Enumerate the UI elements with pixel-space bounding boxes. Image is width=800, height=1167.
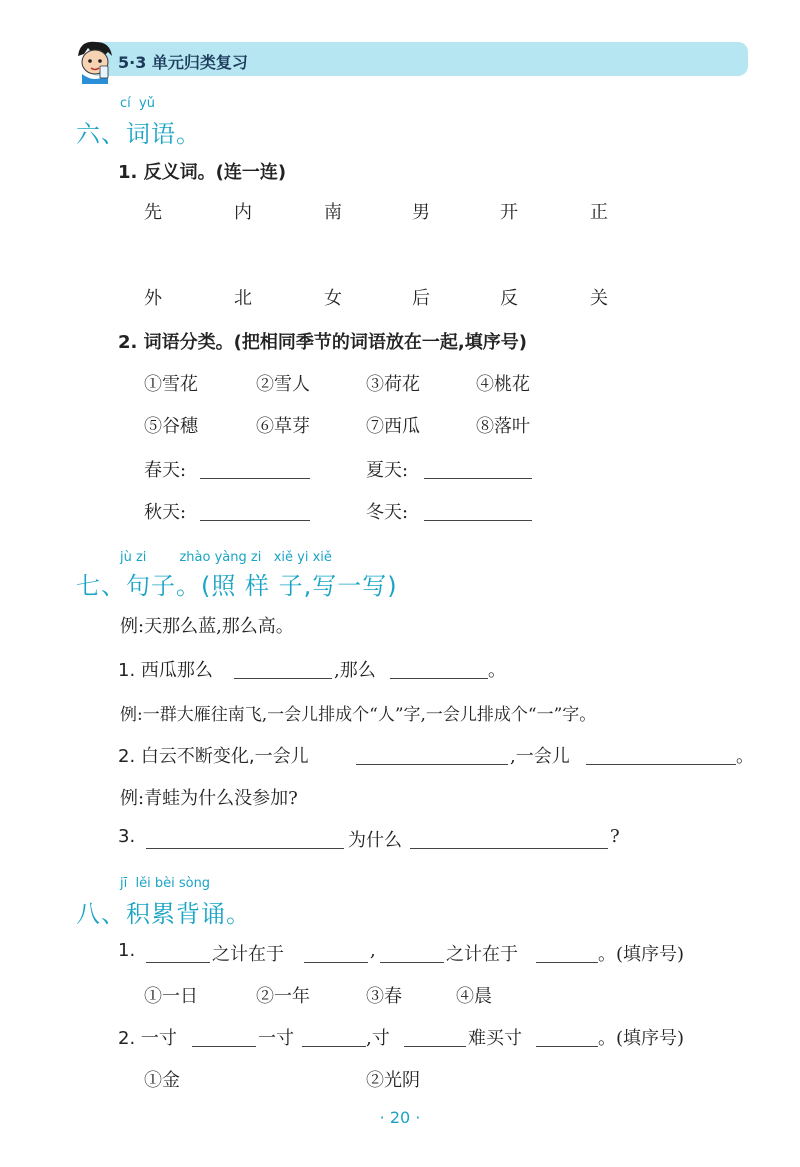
- classify-item: ⑦西瓜: [366, 416, 420, 437]
- sentence-q1-blank-1[interactable]: [234, 678, 332, 679]
- sentence-q3-part-a: 3.: [118, 826, 136, 847]
- classify-item: ④桃花: [476, 374, 530, 395]
- example-sentence-1: 例:天那么蓝,那么高。: [120, 616, 294, 637]
- page-number: · 20 ·: [379, 1108, 421, 1127]
- recite-q2-part-c: ,寸: [366, 1028, 390, 1049]
- section-seven-pinyin: jù zi zhào yàng zi xiě yi xiě: [120, 550, 332, 565]
- section-six-pinyin: cí yǔ: [120, 96, 155, 111]
- classify-item: ⑤谷穗: [144, 416, 198, 437]
- section-eight-pinyin: jī lěi bèi sòng: [120, 876, 211, 891]
- recite-q1-part-e: 。(填序号): [598, 944, 685, 965]
- antonym-bottom-word[interactable]: 反: [500, 288, 518, 309]
- recite-q2-option: ②光阴: [366, 1070, 420, 1091]
- sentence-q2-blank-1[interactable]: [356, 764, 508, 765]
- spring-answer-blank[interactable]: [200, 478, 310, 479]
- recite-q1-blank-4[interactable]: [536, 962, 598, 963]
- section-six-title: 六、词语。: [76, 120, 201, 148]
- summer-answer-blank[interactable]: [424, 478, 532, 479]
- recite-q1-part-b: 之计在于: [212, 944, 284, 965]
- season-label-summer: 夏天:: [366, 460, 409, 481]
- recite-q2-blank-2[interactable]: [302, 1046, 366, 1047]
- section-seven-title: 七、句子。(照 样 子,写一写): [76, 572, 398, 600]
- recite-q1-blank-3[interactable]: [380, 962, 444, 963]
- season-label-autumn: 秋天:: [144, 502, 187, 523]
- winter-answer-blank[interactable]: [424, 520, 532, 521]
- sentence-q2-blank-2[interactable]: [586, 764, 736, 765]
- antonym-bottom-word[interactable]: 关: [590, 288, 608, 309]
- recite-q2-blank-3[interactable]: [404, 1046, 466, 1047]
- example-sentence-3: 例:青蛙为什么没参加?: [120, 788, 298, 809]
- classify-item: ②雪人: [256, 374, 310, 395]
- sentence-q3-blank-1[interactable]: [146, 848, 344, 849]
- antonym-bottom-word[interactable]: 后: [412, 288, 430, 309]
- recite-q2-part-e: 。(填序号): [598, 1028, 685, 1049]
- recite-q1-option: ①一日: [144, 986, 198, 1007]
- antonym-top-word[interactable]: 男: [412, 202, 430, 223]
- autumn-answer-blank[interactable]: [200, 520, 310, 521]
- antonym-bottom-word[interactable]: 女: [324, 288, 342, 309]
- sentence-q3-part-c: ?: [610, 826, 620, 847]
- recite-q1-part-d: 之计在于: [446, 944, 518, 965]
- recite-q1-part-a: 1.: [118, 940, 136, 961]
- sentence-q1-part-b: ,那么: [334, 660, 376, 681]
- recite-q1-blank-2[interactable]: [304, 962, 368, 963]
- section-eight-title: 八、积累背诵。: [76, 900, 251, 928]
- classify-item: ①雪花: [144, 374, 198, 395]
- classify-item: ③荷花: [366, 374, 420, 395]
- season-label-winter: 冬天:: [366, 502, 409, 523]
- recite-q2-part-d: 难买寸: [468, 1028, 522, 1049]
- antonym-question: 1. 反义词。(连一连): [118, 162, 287, 183]
- classify-item: ⑧落叶: [476, 416, 530, 437]
- sentence-q2-part-c: 。: [736, 746, 754, 767]
- example-sentence-2: 例:一群大雁往南飞,一会儿排成个“人”字,一会儿排成个“一”字。: [120, 705, 597, 725]
- sentence-q1-part-a: 1. 西瓜那么: [118, 660, 213, 681]
- recite-q1-option: ③春: [366, 986, 402, 1007]
- antonym-top-word[interactable]: 先: [144, 202, 162, 223]
- unit-title: 5·3 单元归类复习: [118, 53, 248, 72]
- sentence-q3-blank-2[interactable]: [410, 848, 608, 849]
- antonym-top-word[interactable]: 内: [234, 202, 252, 223]
- sentence-q2-part-b: ,一会儿: [510, 746, 570, 767]
- antonym-bottom-word[interactable]: 外: [144, 288, 162, 309]
- antonym-top-word[interactable]: 正: [590, 202, 608, 223]
- recite-q1-option: ②一年: [256, 986, 310, 1007]
- recite-q2-part-a: 2. 一寸: [118, 1028, 177, 1049]
- antonym-bottom-word[interactable]: 北: [234, 288, 252, 309]
- antonym-top-word[interactable]: 南: [324, 202, 342, 223]
- recite-q2-part-b: 一寸: [258, 1028, 294, 1049]
- sentence-q2-part-a: 2. 白云不断变化,一会儿: [118, 746, 309, 767]
- recite-q1-blank-1[interactable]: [146, 962, 210, 963]
- recite-q2-blank-4[interactable]: [536, 1046, 598, 1047]
- recite-q1-part-c: ,: [370, 940, 376, 961]
- recite-q2-blank-1[interactable]: [192, 1046, 256, 1047]
- recite-q2-option: ①金: [144, 1070, 180, 1091]
- student-mascot-icon: [70, 36, 118, 84]
- classify-question: 2. 词语分类。(把相同季节的词语放在一起,填序号): [118, 332, 527, 353]
- sentence-q1-blank-2[interactable]: [390, 678, 488, 679]
- recite-q1-option: ④晨: [456, 986, 492, 1007]
- season-label-spring: 春天:: [144, 460, 187, 481]
- classify-item: ⑥草芽: [256, 416, 310, 437]
- sentence-q3-part-b: 为什么: [348, 830, 402, 851]
- sentence-q1-part-c: 。: [488, 660, 506, 681]
- antonym-top-word[interactable]: 开: [500, 202, 518, 223]
